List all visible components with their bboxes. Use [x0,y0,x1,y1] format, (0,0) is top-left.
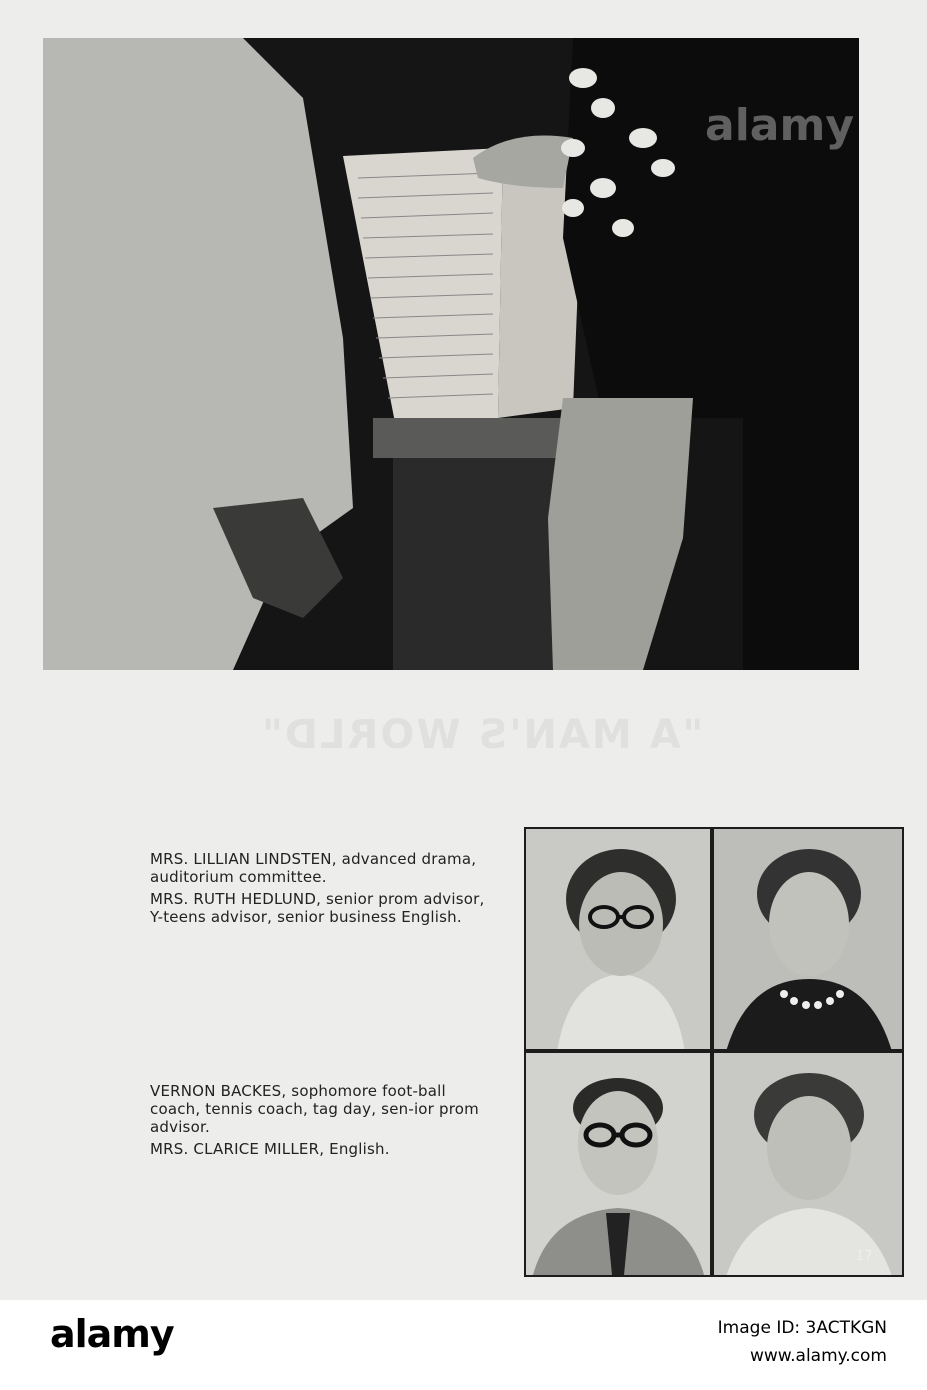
portrait-hedlund [714,829,902,1049]
caption-block-bottom [150,1082,490,1162]
page-number: 17 [856,1249,873,1264]
portrait-backes [526,1053,710,1275]
alamy-logo: alamy [50,1312,174,1356]
faint-bleedthrough-title: "A MAN'S WORLD" [260,712,704,758]
image-id: Image ID: 3ACTKGN [717,1318,887,1338]
watermark-overlay-top: alamy [705,100,854,151]
caption-block-top [150,850,490,930]
alamy-url[interactable]: www.alamy.com [749,1346,887,1366]
caption-hedlund: MRS. RUTH HEDLUND, senior prom advisor, Y-teens advisor, senior business English. [150,890,485,926]
caption-miller: MRS. CLARICE MILLER, English. [150,1140,390,1158]
portrait-miller [714,1053,902,1275]
caption-backes: VERNON BACKES, sophomore foot-ball coach, tennis coach, tag day, sen-ior prom advisor. [150,1082,479,1136]
caption-lindsten: MRS. LILLIAN LINDSTEN, advanced drama, auditorium committee. [150,850,477,886]
portrait-lindsten [526,829,710,1049]
portrait-grid [524,827,904,1277]
